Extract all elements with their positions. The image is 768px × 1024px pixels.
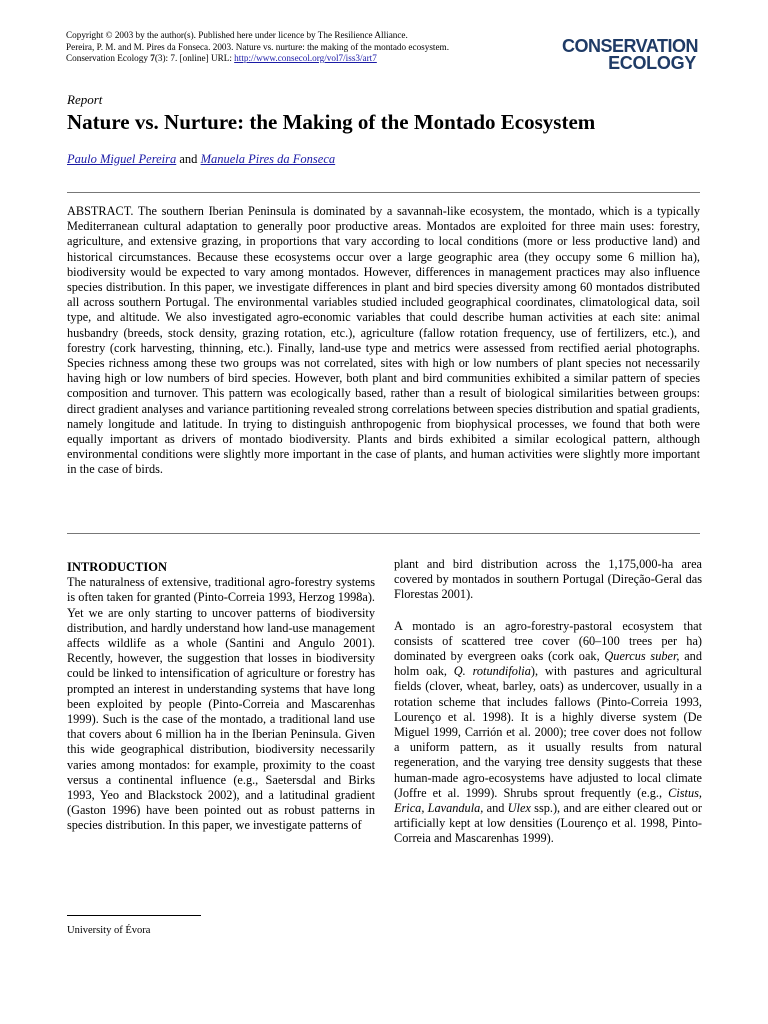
author-link-fonseca[interactable]: Manuela Pires da Fonseca — [200, 152, 336, 166]
footnote-divider — [67, 915, 201, 916]
para2-text-d: ssp.), and are either cleared out or artificially kept at low densities (Lourenço et al. 1998, Pinto-Correia and Mascarenhas 1999). — [394, 801, 702, 846]
divider-top — [67, 192, 700, 193]
author-conjunction: and — [176, 152, 201, 166]
species-shrub-genera: Cistus, Erica, Lavandula, — [394, 785, 702, 816]
intro-paragraph-2 — [394, 619, 702, 847]
abstract: ABSTRACT. The southern Iberian Peninsula is dominated by a savannah-like ecosystem, the montado, which is a typically Mediterranean cultural adaptation to generally poor productive areas. Montados are exploited for three main uses: forestry, agriculture, and extensive grazing, in proportions that vary according to local conditions (more or less productive land) and historical circumstances. Because these ecosystems occur over a large geographic area (they occupy some 6 million ha), biodiversity would be expected to vary among montados. However, differences in management practices may also influence species distribution. In this paper, we investigate differences in plant and bird species diversity among 60 montados distributed all across southern Portugal. The environmental variables studied included geographical coordinates, climatological data, soil type, and altitude. We also investigated agro-economic variables that could describe human activities at each site: animal husbandry (breeds, stock density, grazing rotation, etc.), agriculture (fallow rotation frequency, use of fertilizers, etc.), and forestry (cork harvesting, thinning, etc.). Finally, land-use type and metrics were assessed from rectified aerial photographs. Species richness among these two groups was not correlated, sites with high or low numbers of plant species not necessarily having high or low numbers of bird species. However, both plant and bird communities exhibited a similar pattern of species composition and turnover. This pattern was ecologically based, rather than a result of biological similarities between groups: direct gradient analyses and variance partitioning revealed strong correlations between species distribution and spatial gradients, namely longitude and latitude. In trying to distinguish anthropogenic from biophysical processes, we found that both were equally important as drivers of montado biodiversity. Plants and birds exhibited a similar ecological pattern, although environmental conditions were slightly more important in the case of plants, and human activities were slightly more important in the case of birds. — [67, 204, 700, 477]
logo-line-1: CONSERVATION — [561, 36, 698, 56]
para2-and: and — [483, 801, 508, 816]
left-column — [67, 560, 375, 834]
intro-paragraph-1: The naturalness of extensive, traditional agro-forestry systems is often taken for granted (Pinto-Correia 1993, Herzog 1998a). Yet we are only starting to uncover patterns of biodiversity distribution, and hardly understand how land-use management affects wildlife as a whole (Santini and Angulo 2001). Recently, however, the suggestion that losses in biodiversity could be linked to intensification of agriculture or forestry has prompted an interest in understanding systems that have long been exploited by people (Pinto-Correia and Mascarenhas 1999). Such is the case of the montado, a traditional land use that covers about 6 million ha in the Iberian Peninsula. Given this wide geographical distribution, biodiversity necessarily varies among montados: for example, proximity to the coast versus a continental influence (e.g., Saetersdal and Birks 1993, Yeo and Blackstock 2002), and a latitudinal gradient (Gaston 1996) have been pointed out as robust patterns in species distribution. In this paper, we investigate patterns of — [67, 575, 376, 833]
journal-line — [66, 53, 449, 65]
citation-line: Pereira, P. M. and M. Pires da Fonseca. 2003. Nature vs. nurture: the making of the montado ecosystem. — [66, 41, 449, 52]
article-type: Report — [67, 92, 103, 107]
species-q-rotundifolia: Q. rotundifolia — [453, 664, 531, 679]
article-url-link[interactable]: http://www.consecol.org/vol7/iss3/art7 — [234, 53, 377, 63]
copyright-line: Copyright © 2003 by the author(s). Published here under licence by The Resilience Alliance. — [66, 30, 408, 40]
right-column — [394, 557, 702, 847]
conservation-ecology-logo — [522, 38, 698, 72]
citation-header — [66, 30, 449, 65]
author-line — [67, 152, 335, 167]
journal-name: Conservation Ecology — [66, 53, 151, 63]
species-ulex: Ulex — [507, 801, 531, 816]
intro-paragraph-1-continued: plant and bird distribution across the 1,175,000-ha area covered by montados in southern Portugal (Direção-Geral das Florestas 2001). — [394, 557, 702, 602]
species-quercus-suber: Quercus suber, — [604, 649, 680, 664]
author-affiliation: University of Évora — [67, 925, 151, 936]
article-title: Nature vs. Nurture: the Making of the Montado Ecosystem — [67, 110, 596, 134]
section-heading-introduction: INTRODUCTION — [67, 560, 168, 574]
para2-text-b: and holm oak, — [394, 649, 702, 679]
para2-text-c: ), with pastures and agricultural fields (clover, wheat, barley, oats) as undercover, usually in a rotation scheme that includes fallows (Pinto-Correia 1993, Lourenço et al. 1998). It is a highly diverse system (De Miguel 1999, Carrión et al. 2000); tree cover does not follow a uniform pattern, as it usually results from natural regeneration, and the varying tree density suggests that these human-made agro-ecosystems have adjusted to local climate (Joffre et al. 1999). Shrubs sprout frequently (e.g., — [394, 664, 702, 800]
issue-info: (3): 7. [online] URL: — [154, 53, 235, 63]
author-link-pereira[interactable]: Paulo Miguel Pereira — [67, 152, 177, 166]
volume-number: 7 — [150, 53, 155, 63]
divider-bottom — [67, 533, 700, 534]
logo-line-2: ECOLOGY — [608, 53, 696, 73]
para2-text-a: A montado is an agro-forestry-pastoral ecosystem that consists of scattered tree cover (60–100 trees per ha) dominated by evergreen oaks (cork oak, — [394, 618, 702, 664]
